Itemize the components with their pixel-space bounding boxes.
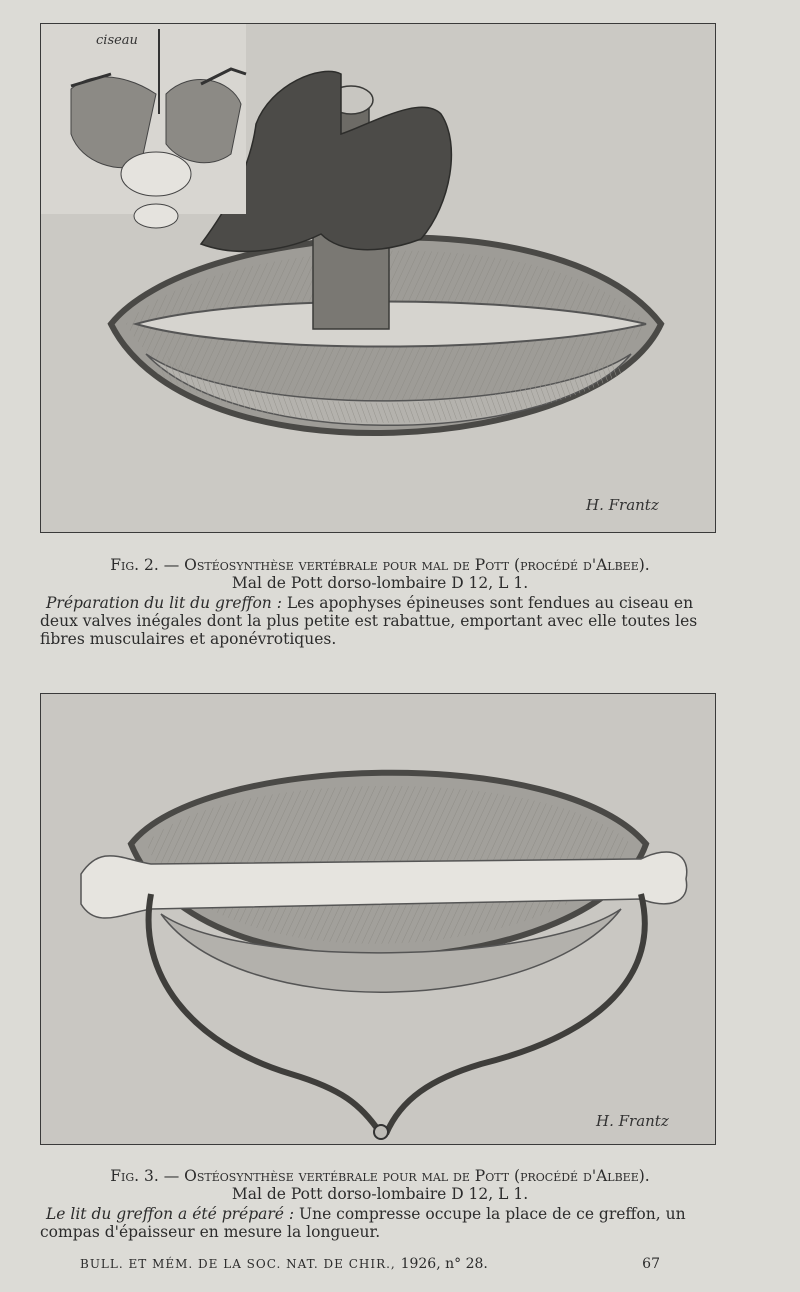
figure-2-drawing [41, 24, 715, 532]
caption-description [40, 1205, 720, 1241]
figure-3-drawing [41, 694, 715, 1144]
caption-subtitle: Mal de Pott dorso-lombaire D 12, L 1. [231, 574, 529, 592]
figure-2-illustration [40, 23, 716, 533]
caption-title: Fig. 2. — Ostéosynthèse vertébrale pour mal de Pott (procédé d'Albee). [110, 556, 650, 574]
caption-text: Une compresse occupe la place de ce greffon, un compas d'épaisseur en mesure la longueur. [40, 1205, 686, 1241]
caption-lead: Préparation du lit du greffon : [46, 594, 282, 612]
caption-lead: Le lit du greffon a été préparé : [46, 1205, 295, 1223]
journal-reference [80, 1256, 488, 1272]
journal-name: BULL. ET MÉM. DE LA SOC. NAT. DE CHIR., [80, 1257, 396, 1271]
inset-label-ciseau: ciseau [96, 33, 138, 48]
figure-3-illustration [40, 693, 716, 1145]
figure-2-caption [40, 556, 720, 648]
artist-signature: H. Frantz [586, 496, 659, 514]
caption-description [40, 594, 720, 648]
page-footer [80, 1256, 660, 1272]
page-number: 67 [642, 1256, 660, 1272]
caption-title: Fig. 3. — Ostéosynthèse vertébrale pour mal de Pott (procédé d'Albee). [110, 1167, 650, 1185]
caption-subtitle: Mal de Pott dorso-lombaire D 12, L 1. [231, 1185, 529, 1203]
caption-text: Les apophyses épineuses sont fendues au ciseau en deux valves inégales dont la plus petite est rabattue, emportant avec elle toutes les fibres musculaires et aponévrotiques. [40, 594, 698, 648]
year-issue: 1926, n° 28. [400, 1256, 488, 1272]
figure-3-caption [40, 1167, 720, 1241]
artist-signature: H. Frantz [596, 1112, 669, 1130]
